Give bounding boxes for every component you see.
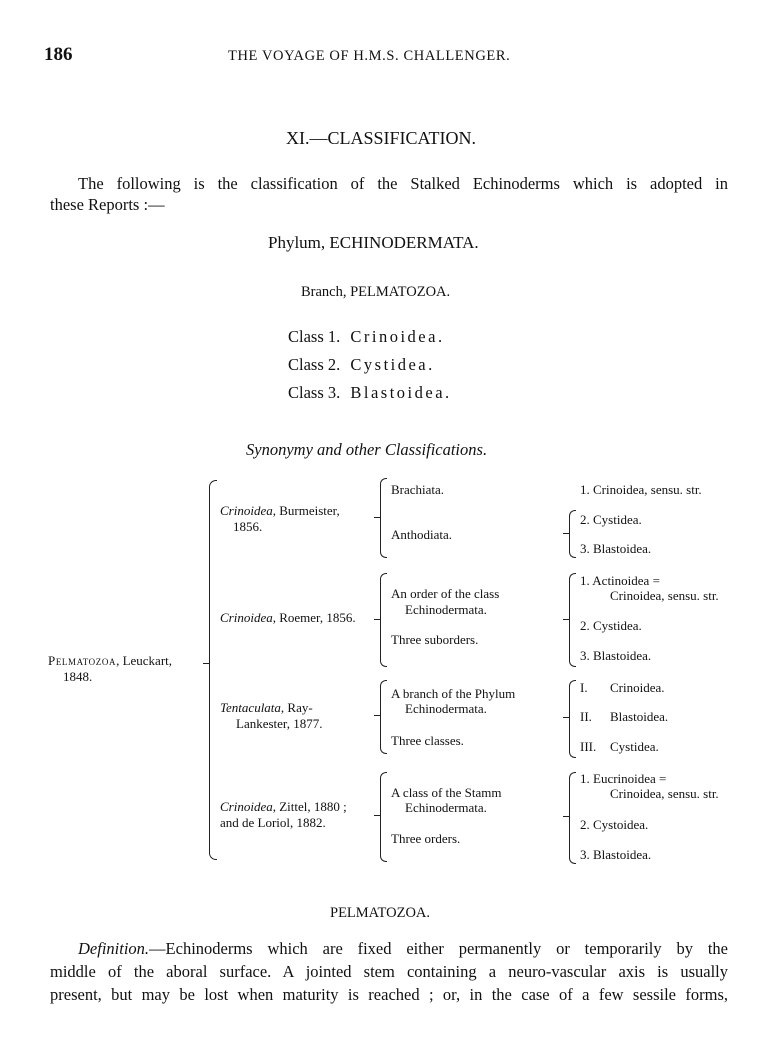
group-3-desc-3: Three classes. (391, 733, 464, 748)
running-title: THE VOYAGE OF H.M.S. CHALLENGER. (228, 48, 511, 64)
root-author (48, 653, 172, 669)
group-4-brace-tip (374, 815, 380, 816)
definition-label: Definition. (78, 939, 150, 958)
group-3-author-rest: , Ray- (280, 700, 313, 715)
root-name: Pelmatozoa (48, 653, 117, 668)
group-3-author (220, 700, 313, 716)
group-3-sub-1 (580, 680, 665, 696)
page-number: 186 (44, 44, 73, 65)
root-rest: , Leuckart, (116, 653, 173, 668)
pelmatozoa-heading: PELMATOZOA. (330, 905, 431, 921)
branch-heading: Branch, PELMATOZOA. (301, 284, 451, 300)
group-2-author-italic: Crinoidea (220, 610, 273, 625)
group-3-sub-3-num: III. (580, 739, 597, 754)
group-3-author-italic: Tentaculata (220, 700, 281, 715)
class-3 (288, 383, 452, 403)
group-1-author (220, 503, 340, 519)
group-4-sub-brace-tip (563, 816, 569, 817)
root-brace (209, 480, 217, 860)
group-4-desc-2: Echinodermata. (405, 800, 487, 815)
class-2-name: Cystidea. (350, 355, 435, 374)
group-1-sub-3: 3. Blastoidea. (580, 541, 652, 556)
definition-line-3: present, but may be lost when maturity is reached ; or, in the case of a few sessile forms, (50, 985, 728, 1004)
definition-line-1 (78, 937, 728, 960)
group-1-sub-1: 1. Crinoidea, sensu. str. (580, 482, 702, 497)
class-1-prefix: Class 1. (288, 327, 341, 346)
group-4-sub-2: 2. Cystoidea. (580, 817, 649, 832)
group-2-sub-1-cont: Crinoidea, sensu. str. (610, 588, 719, 603)
intro-line-1: The following is the classification of the Stalked Echinoderms which is adopted in (78, 174, 728, 193)
group-2-sub-brace-tip (563, 619, 569, 620)
group-3-brace-tip (374, 715, 380, 716)
group-2-sub-2: 2. Cystidea. (580, 618, 642, 633)
group-4-author-rest: , Zittel, 1880 ; (272, 799, 347, 814)
group-1-author-year: 1856. (233, 519, 263, 534)
group-3-desc-1: A branch of the Phylum (391, 686, 516, 701)
class-1 (288, 327, 445, 347)
class-2 (288, 355, 435, 375)
group-3-sub-3 (580, 739, 659, 755)
group-4-desc-3: Three orders. (391, 831, 461, 846)
group-4-author-italic: Crinoidea (220, 799, 273, 814)
group-2-brace (380, 573, 387, 667)
group-1-author-rest: , Burmeister, (272, 503, 340, 518)
group-3-sub-brace (569, 680, 576, 758)
group-3-sub-2 (580, 709, 668, 725)
root-brace-tip (203, 663, 209, 664)
root-year: 1848. (63, 669, 93, 684)
group-3-sub-brace-tip (563, 717, 569, 718)
group-3-author-year: Lankester, 1877. (236, 716, 323, 731)
group-3-sub-3-name: Cystidea. (610, 739, 659, 754)
group-1-brace-tip (374, 517, 380, 518)
group-2-desc-2: Echinodermata. (405, 602, 487, 617)
definition-line-2: middle of the aboral surface. A jointed stem containing a neuro-vascular axis is usually (50, 962, 728, 981)
group-2-brace-tip (374, 619, 380, 620)
intro-line-2: these Reports :— (50, 195, 165, 214)
group-4-author (220, 799, 347, 815)
group-2-sub-1: 1. Actinoidea = (580, 573, 660, 588)
class-3-name: Blastoidea. (350, 383, 452, 402)
class-3-prefix: Class 3. (288, 383, 341, 402)
class-1-name: Crinoidea. (350, 327, 445, 346)
phylum-heading: Phylum, ECHINODERMATA. (268, 233, 479, 252)
group-4-desc-1: A class of the Stamm (391, 785, 502, 800)
group-2-sub-3: 3. Blastoidea. (580, 648, 652, 663)
group-2-sub-brace (569, 573, 576, 667)
group-1-sub-brace (569, 510, 576, 558)
group-1-desc-2: Anthodiata. (391, 527, 453, 542)
group-4-sub-3: 3. Blastoidea. (580, 847, 652, 862)
group-3-sub-1-name: Crinoidea. (610, 680, 665, 695)
section-title: XI.—CLASSIFICATION. (286, 128, 477, 148)
group-4-sub-1-cont: Crinoidea, sensu. str. (610, 786, 719, 801)
group-2-desc-3: Three suborders. (391, 632, 479, 647)
group-1-sub-2: 2. Cystidea. (580, 512, 642, 527)
group-3-desc-2: Echinodermata. (405, 701, 487, 716)
group-4-author-line-2: and de Loriol, 1882. (220, 815, 326, 830)
group-2-author-rest: , Roemer, 1856. (272, 610, 356, 625)
group-3-sub-2-num: II. (580, 709, 592, 724)
group-2-author (220, 610, 356, 626)
group-4-sub-1: 1. Eucrinoidea = (580, 771, 667, 786)
group-4-sub-brace (569, 772, 576, 864)
synonymy-title: Synonymy and other Classifications. (246, 440, 488, 459)
group-1-author-italic: Crinoidea (220, 503, 273, 518)
group-4-brace (380, 772, 387, 862)
group-3-brace (380, 680, 387, 754)
definition-line-1-text: —Echinoderms which are fixed either permanently or temporarily by the (149, 939, 728, 958)
group-1-brace (380, 478, 387, 558)
group-2-desc-1: An order of the class (391, 586, 500, 601)
group-3-sub-2-name: Blastoidea. (610, 709, 669, 724)
group-1-desc-1: Brachiata. (391, 482, 445, 497)
class-2-prefix: Class 2. (288, 355, 341, 374)
group-1-sub-brace-tip (563, 533, 569, 534)
group-3-sub-1-num: I. (580, 680, 588, 695)
